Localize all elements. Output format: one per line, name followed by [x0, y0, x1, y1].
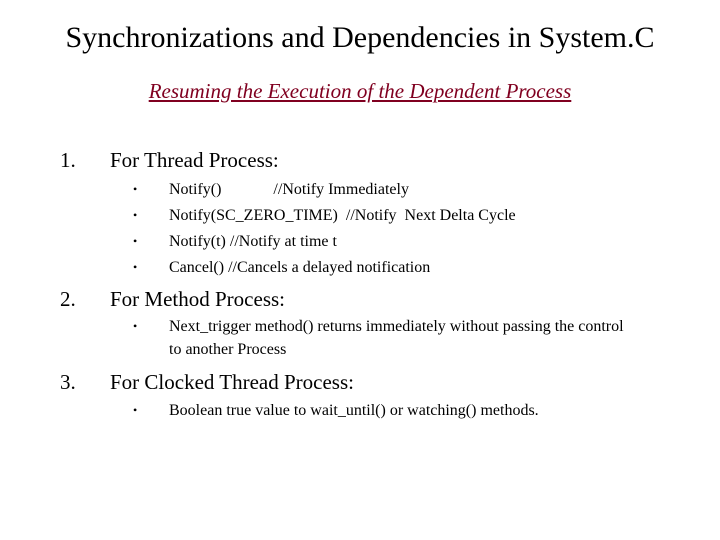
bullet-text: Boolean true value to wait_until() or watching() methods. — [169, 402, 539, 419]
bullet-icon: • — [133, 208, 138, 222]
section-number: 2. — [60, 287, 76, 311]
bullet-text: Notify() //Notify Immediately — [169, 181, 409, 198]
bullet-text: Next_trigger method() returns immediately without passing the control to another Process — [169, 318, 624, 358]
bullet-icon: • — [133, 234, 138, 248]
slide-subtitle: Resuming the Execution of the Dependent Process — [148, 79, 572, 103]
section-heading: For Thread Process: — [110, 148, 279, 172]
bullet-icon: • — [133, 260, 138, 274]
bullet-icon: • — [133, 403, 138, 417]
bullet-text: Cancel() //Cancels a delayed notification — [169, 259, 431, 276]
bullet-text: Notify(SC_ZERO_TIME) //Notify Next Delta Cycle — [169, 207, 516, 224]
bullet-text: Notify(t) //Notify at time t — [169, 233, 337, 250]
slide-title: Synchronizations and Dependencies in System.C — [65, 21, 655, 54]
section-number: 3. — [60, 370, 76, 394]
bullet-icon: • — [133, 182, 138, 196]
section-heading: For Clocked Thread Process: — [110, 370, 354, 394]
section-heading: For Method Process: — [110, 287, 285, 311]
bullet-icon: • — [133, 319, 138, 333]
section-number: 1. — [60, 148, 76, 172]
